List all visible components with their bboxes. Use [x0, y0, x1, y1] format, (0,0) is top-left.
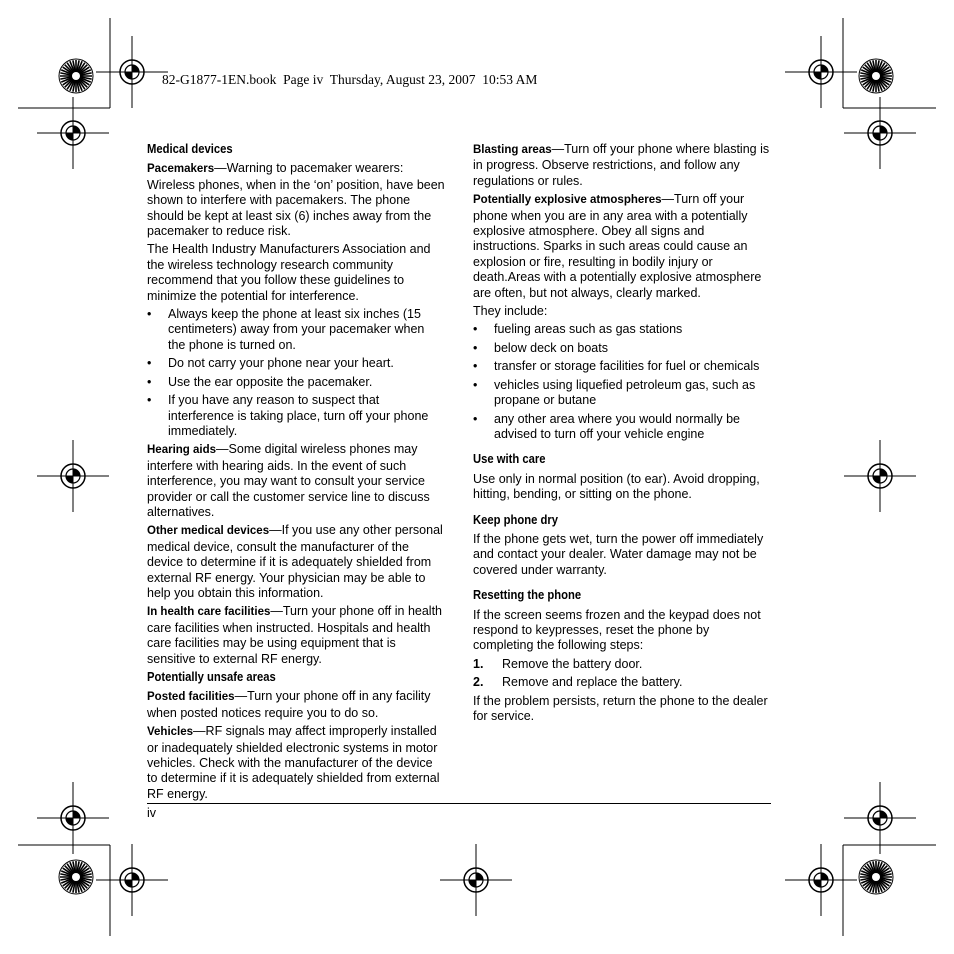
paragraph-include: They include:	[473, 304, 548, 319]
list-item: • Use the ear opposite the pacemaker.	[147, 375, 445, 390]
lead-pacemakers: Pacemakers	[147, 163, 215, 176]
list-item	[473, 657, 773, 672]
step-text: Remove and replace the battery.	[502, 675, 683, 690]
text-vehicles: —RF signals may affect improperly installed or inadequately shielded electronic systems in motor vehicles. Check with the manufacturer of the device to determine if it is adequately shielded from external RF energy.	[147, 724, 440, 801]
paragraph-blasting	[473, 142, 773, 189]
lead-health-care: In health care facilities	[147, 606, 271, 619]
section-heading-care: Use with care	[473, 452, 546, 467]
text-other-devices: —If you use any other personal medical device, consult the manufacturer of the device to determine if it is adequately shielded from external RF energy. Your physician may be able to help you obtain this information.	[147, 523, 443, 600]
list-item: • fueling areas such as gas stations	[473, 322, 773, 337]
footer-rule	[147, 803, 771, 804]
list-item: • If you have any reason to suspect that interference is taking place, turn off your phone immediately.	[147, 393, 445, 439]
paragraph-hima: The Health Industry Manufacturers Association and the wireless technology research community recommend that you follow these guidelines to minimize the potential for interference.	[147, 242, 431, 303]
lead-posted: Posted facilities	[147, 691, 235, 704]
lead-blasting: Blasting areas	[473, 144, 552, 156]
page-number: iv	[147, 806, 157, 820]
paragraph-dry: If the phone gets wet, turn the power off immediately and contact your dealer. Water damage may not be covered under warranty.	[473, 531, 764, 577]
explosive-areas-list	[473, 322, 773, 442]
text-hearing-aids: —Some digital wireless phones may interfere with hearing aids. In the event of such interference, you may want to consult your service provider or call the customer service line to discuss alternatives.	[147, 442, 430, 519]
lead-explosive: Potentially explosive atmospheres	[473, 194, 662, 207]
text-pacemakers: —Warning to pacemaker wearers: Wireless phones, when in the ‘on’ position, have been shown to interfere with pacemakers. The phone should be kept at least six (6) inches away from the pacemaker to reduce risk.	[147, 161, 445, 239]
paragraph-other-devices	[147, 523, 445, 601]
paragraph-vehicles	[147, 724, 445, 802]
paragraph-hearing-aids	[147, 442, 445, 520]
lead-other-devices: Other medical devices	[147, 525, 270, 538]
list-item: • Always keep the phone at least six inches (15 centimeters) away from your pacemaker when the phone is turned on.	[147, 307, 445, 353]
list-item: • transfer or storage facilities for fuel or chemicals	[473, 359, 773, 374]
paragraph-health-care	[147, 604, 445, 667]
text-explosive: —Turn off your phone when you are in any area with a potentially explosive atmosphere. Obey all signs and instructions. Sparks in such areas could cause an explosion or fire, resulting in bodily injury or death.Areas with a potentially explosive atmosphere are often, but not always, clearly marked.	[473, 192, 762, 300]
lead-vehicles: Vehicles	[147, 726, 194, 739]
paragraph-reset: If the screen seems frozen and the keypad does not respond to keypresses, reset the phone by completing the following steps:	[473, 607, 761, 653]
section-heading-medical: Medical devices	[147, 142, 233, 156]
reset-steps-list	[473, 657, 773, 691]
section-heading-unsafe: Potentially unsafe areas	[147, 670, 276, 684]
pacemaker-guidelines-list	[147, 307, 445, 439]
list-item	[473, 675, 773, 690]
text-blasting: —Turn off your phone where blasting is in progress. Observe restrictions, and follow any regulations or rules.	[473, 142, 770, 188]
paragraph-reset-after: If the problem persists, return the phone to the dealer for service.	[473, 693, 768, 723]
lead-hearing-aids: Hearing aids	[147, 444, 217, 457]
paragraph-pacemakers	[147, 161, 445, 239]
section-heading-reset: Resetting the phone	[473, 588, 582, 603]
paragraph-explosive	[473, 192, 773, 301]
text-health-care: —Turn your phone off in health care facilities when instructed. Hospitals and health care facilities may be using equipment that is sensitive to external RF energy.	[147, 604, 442, 666]
section-heading-dry: Keep phone dry	[473, 512, 559, 527]
text-posted: —Turn your phone off in any facility when posted notices require you to do so.	[147, 689, 431, 720]
paragraph-posted	[147, 689, 445, 721]
step-number: 1.	[473, 656, 484, 671]
right-column	[473, 142, 773, 727]
step-number: 2.	[473, 675, 484, 690]
page-header: 82-G1877-1EN.book Page iv Thursday, August 23, 2007 10:53 AM	[162, 72, 538, 87]
step-text: Remove the battery door.	[502, 656, 643, 671]
paragraph-care: Use only in normal position (to ear). Avoid dropping, hitting, bending, or sitting on the phone.	[473, 471, 760, 502]
list-item: • vehicles using liquefied petroleum gas, such as propane or butane	[473, 378, 773, 409]
list-item: • any other area where you would normally be advised to turn off your vehicle engine	[473, 412, 773, 443]
left-column	[147, 142, 445, 805]
list-item: • below deck on boats	[473, 341, 773, 356]
list-item: • Do not carry your phone near your heart.	[147, 356, 445, 371]
